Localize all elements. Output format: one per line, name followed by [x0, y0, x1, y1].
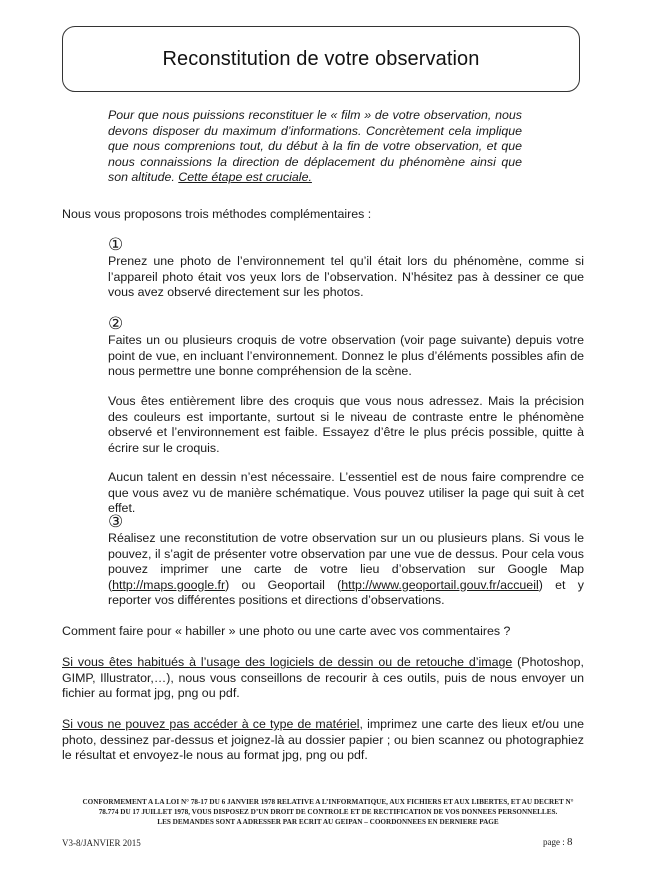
footer-page	[543, 836, 573, 848]
method-2-text-2: Vous êtes entièrement libre des croquis que vous nous adressez. Mais la précision des couleurs est importante, surtout si le niveau de contraste entre le phénomène observé et l’environnement est faible. Essayez d’être le plus précis possible, quitte à écrire sur le croquis.	[108, 394, 584, 455]
legal-line-1: CONFORMEMENT A LA LOI N° 78-17 DU 6 JANVIER 1978 RELATIVE A L’INFORMATIQUE, AUX FICHIERS ET AUX LIBERTES, ET AU DECRET N° 78.774 DU 17 JUILLET 1978, VOUS DISPOSEZ D’UN DROIT DE CONTROLE ET DE RECTIFICATION DE VOS DONNEES PERSONNELLES.	[82, 798, 574, 816]
method-3-text-c: ) et y reporter vos différentes positions et directions d’observations.	[108, 577, 584, 608]
geoportail-link[interactable]: http://www.geoportail.gouv.fr/accueil	[341, 577, 539, 592]
method-2-text: Faites un ou plusieurs croquis de votre observation (voir page suivante) depuis votre point de vue, en incluant l’environnement. Donnez le plus d’éléments possibles afin de nous permettre une bonne compréhension de la scène.	[108, 333, 584, 379]
legal-line-2: LES DEMANDES SONT A ADRESSER PAR ECRIT AU GEIPAN – COORDONNEES EN DERNIERE PAGE	[157, 818, 499, 826]
intro-text: Pour que nous puissions reconstituer le « film » de votre observation, nous devons disposer du maximum d’informations. Concrètement cela implique que nous comprenions tout, du début à la fin de votre observation, et que nous connaissions la direction de déplacement du phénomène ainsi que son altitude.	[108, 108, 522, 185]
footer-version: V3-8/JANVIER 2015	[62, 838, 141, 848]
no-material-underlined: Si vous ne pouvez pas accéder à ce type de matériel	[62, 717, 360, 731]
no-material-rest: , imprimez une carte des lieux et/ou une photo, dessinez par-dessus et joignez-là au dossier papier ; ou bien scannez ou photographiez le résultat et envoyez-le nous au format jpg, png ou pdf.	[62, 717, 584, 763]
method-2-text-3: Aucun talent en dessin n’est nécessaire. L’essentiel est de nous faire comprendre ce que vous avez vu de manière schématique. Vous pouvez utiliser la page qui suit à cet effet.	[108, 470, 584, 516]
method-2-number: ②	[108, 314, 124, 334]
method-3-number: ③	[108, 512, 124, 532]
title-box	[62, 26, 580, 92]
software-underlined: Si vous êtes habitués à l’usage des logiciels de dessin ou de retouche d’image	[62, 655, 513, 669]
question-line: Comment faire pour « habiller » une photo ou une carte avec vos commentaires ?	[62, 624, 511, 638]
page-label: page :	[543, 837, 565, 847]
intro-emphasis: Cette étape est cruciale.	[178, 170, 312, 185]
method-1-text: Prenez une photo de l’environnement tel qu’il était lors du phénomène, comme si l’appareil photo était vos yeux lors de l’observation. N’hésitez pas à dessiner ce que vous avez observé directement sur les photos.	[108, 254, 584, 300]
method-3-text-a: Réalisez une reconstitution de votre observation sur un ou plusieurs plans. Si vous le pouvez, il s’agit de présenter votre observation par une vue de dessus. Pour cela vous pouvez imprimer une carte de votre lieu d’observation sur Google Map (	[108, 531, 584, 592]
software-paragraph	[62, 655, 584, 702]
page-number: 8	[567, 836, 573, 848]
method-3-text-b: ) ou Geoportail (	[225, 577, 342, 592]
method-1-number: ①	[108, 235, 124, 255]
legal-notice	[74, 797, 582, 827]
intro-paragraph	[108, 108, 522, 186]
page-title: Reconstitution de votre observation	[162, 47, 480, 70]
method-3-text	[108, 531, 584, 609]
methods-intro: Nous vous proposons trois méthodes complémentaires :	[62, 207, 372, 221]
google-maps-link[interactable]: http://maps.google.fr	[112, 577, 226, 592]
software-rest: (Photoshop, GIMP, Illustrator,…), nous vous conseillons de recourir à ces outils, puis de nous envoyer un fichier au format jpg, png ou pdf.	[62, 655, 584, 701]
no-material-paragraph	[62, 717, 584, 764]
